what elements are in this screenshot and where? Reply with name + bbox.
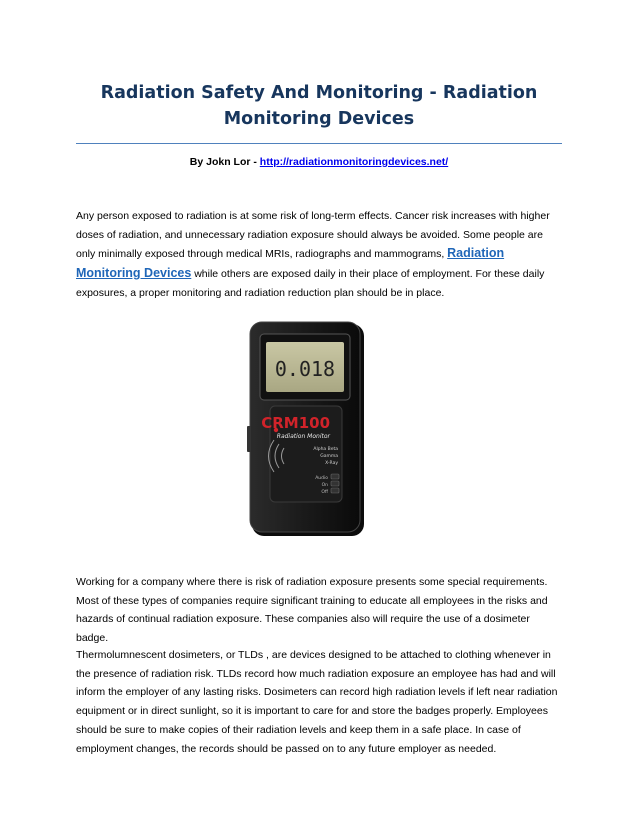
title-underline-rule	[76, 143, 562, 144]
model-label: Radiation Monitor	[276, 433, 330, 440]
side-connector	[247, 426, 251, 452]
panel-line-3: X-Ray	[325, 461, 338, 466]
audio-button	[331, 474, 339, 479]
byline-url-link[interactable]: http://radiationmonitoringdevices.net/	[259, 156, 449, 168]
radiation-monitor-illustration	[246, 320, 370, 540]
title-line-1: Radiation Safety And Monitoring - Radiation	[100, 83, 538, 103]
byline-author: By Jokn Lor -	[189, 156, 260, 168]
byline	[76, 155, 562, 169]
on-button	[331, 481, 339, 486]
off-button	[331, 488, 339, 493]
button-label-audio: Audio	[315, 476, 328, 481]
panel-line-1: Alpha Beta	[313, 447, 338, 452]
title-line-2: Monitoring Devices	[223, 109, 415, 129]
button-label-on: On	[321, 483, 328, 488]
paragraph-intro-text-end: while others are exposed daily in their place of employment. For these daily exposures, a proper monitoring and radiation reduction plan should be in place.	[76, 268, 545, 299]
panel-line-2: Gamma	[320, 454, 338, 459]
lcd-reading: 0.018	[274, 357, 336, 381]
paragraph-workplace: Working for a company where there is risk of radiation exposure presents some special requirements. Most of these types of companies require significant training to educate all employees in the risks and hazards of continual radiation exposure. These companies also will require the use of a dosimeter badge.	[76, 576, 548, 645]
brand-logo: CRM100	[261, 414, 330, 432]
paragraph-dosimeters: Thermolumnescent dosimeters, or TLDs , are devices designed to be attached to clothing whenever in the presence of radiation risk. TLDs record how much radiation exposure an employee has had and will inform the employer of any lasting risks. Dosimeters can record high radiation levels if left near radiation equipment or in direct sunlight, so it is important to care for and store the badges properly. Employees should be sure to make copies of their radiation levels and keep them in a safe place. In case of employment changes, the records should be passed on to any future employer as needed.	[76, 649, 558, 755]
device-image	[246, 320, 370, 540]
radiation-monitoring-devices-link[interactable]: Radiation Monitoring Devices	[76, 246, 505, 281]
paragraph-intro	[76, 207, 564, 303]
paragraph-intro-text-start: Any person exposed to radiation is at some risk of long-term effects. Cancer risk increases with higher doses of radiation, and unnecessary radiation exposure should always be avoided. Some people are only minimally exposed through medical MRIs, radiographs and mammograms,	[76, 210, 550, 261]
button-label-off: Off	[321, 490, 328, 495]
document-title	[76, 80, 562, 132]
